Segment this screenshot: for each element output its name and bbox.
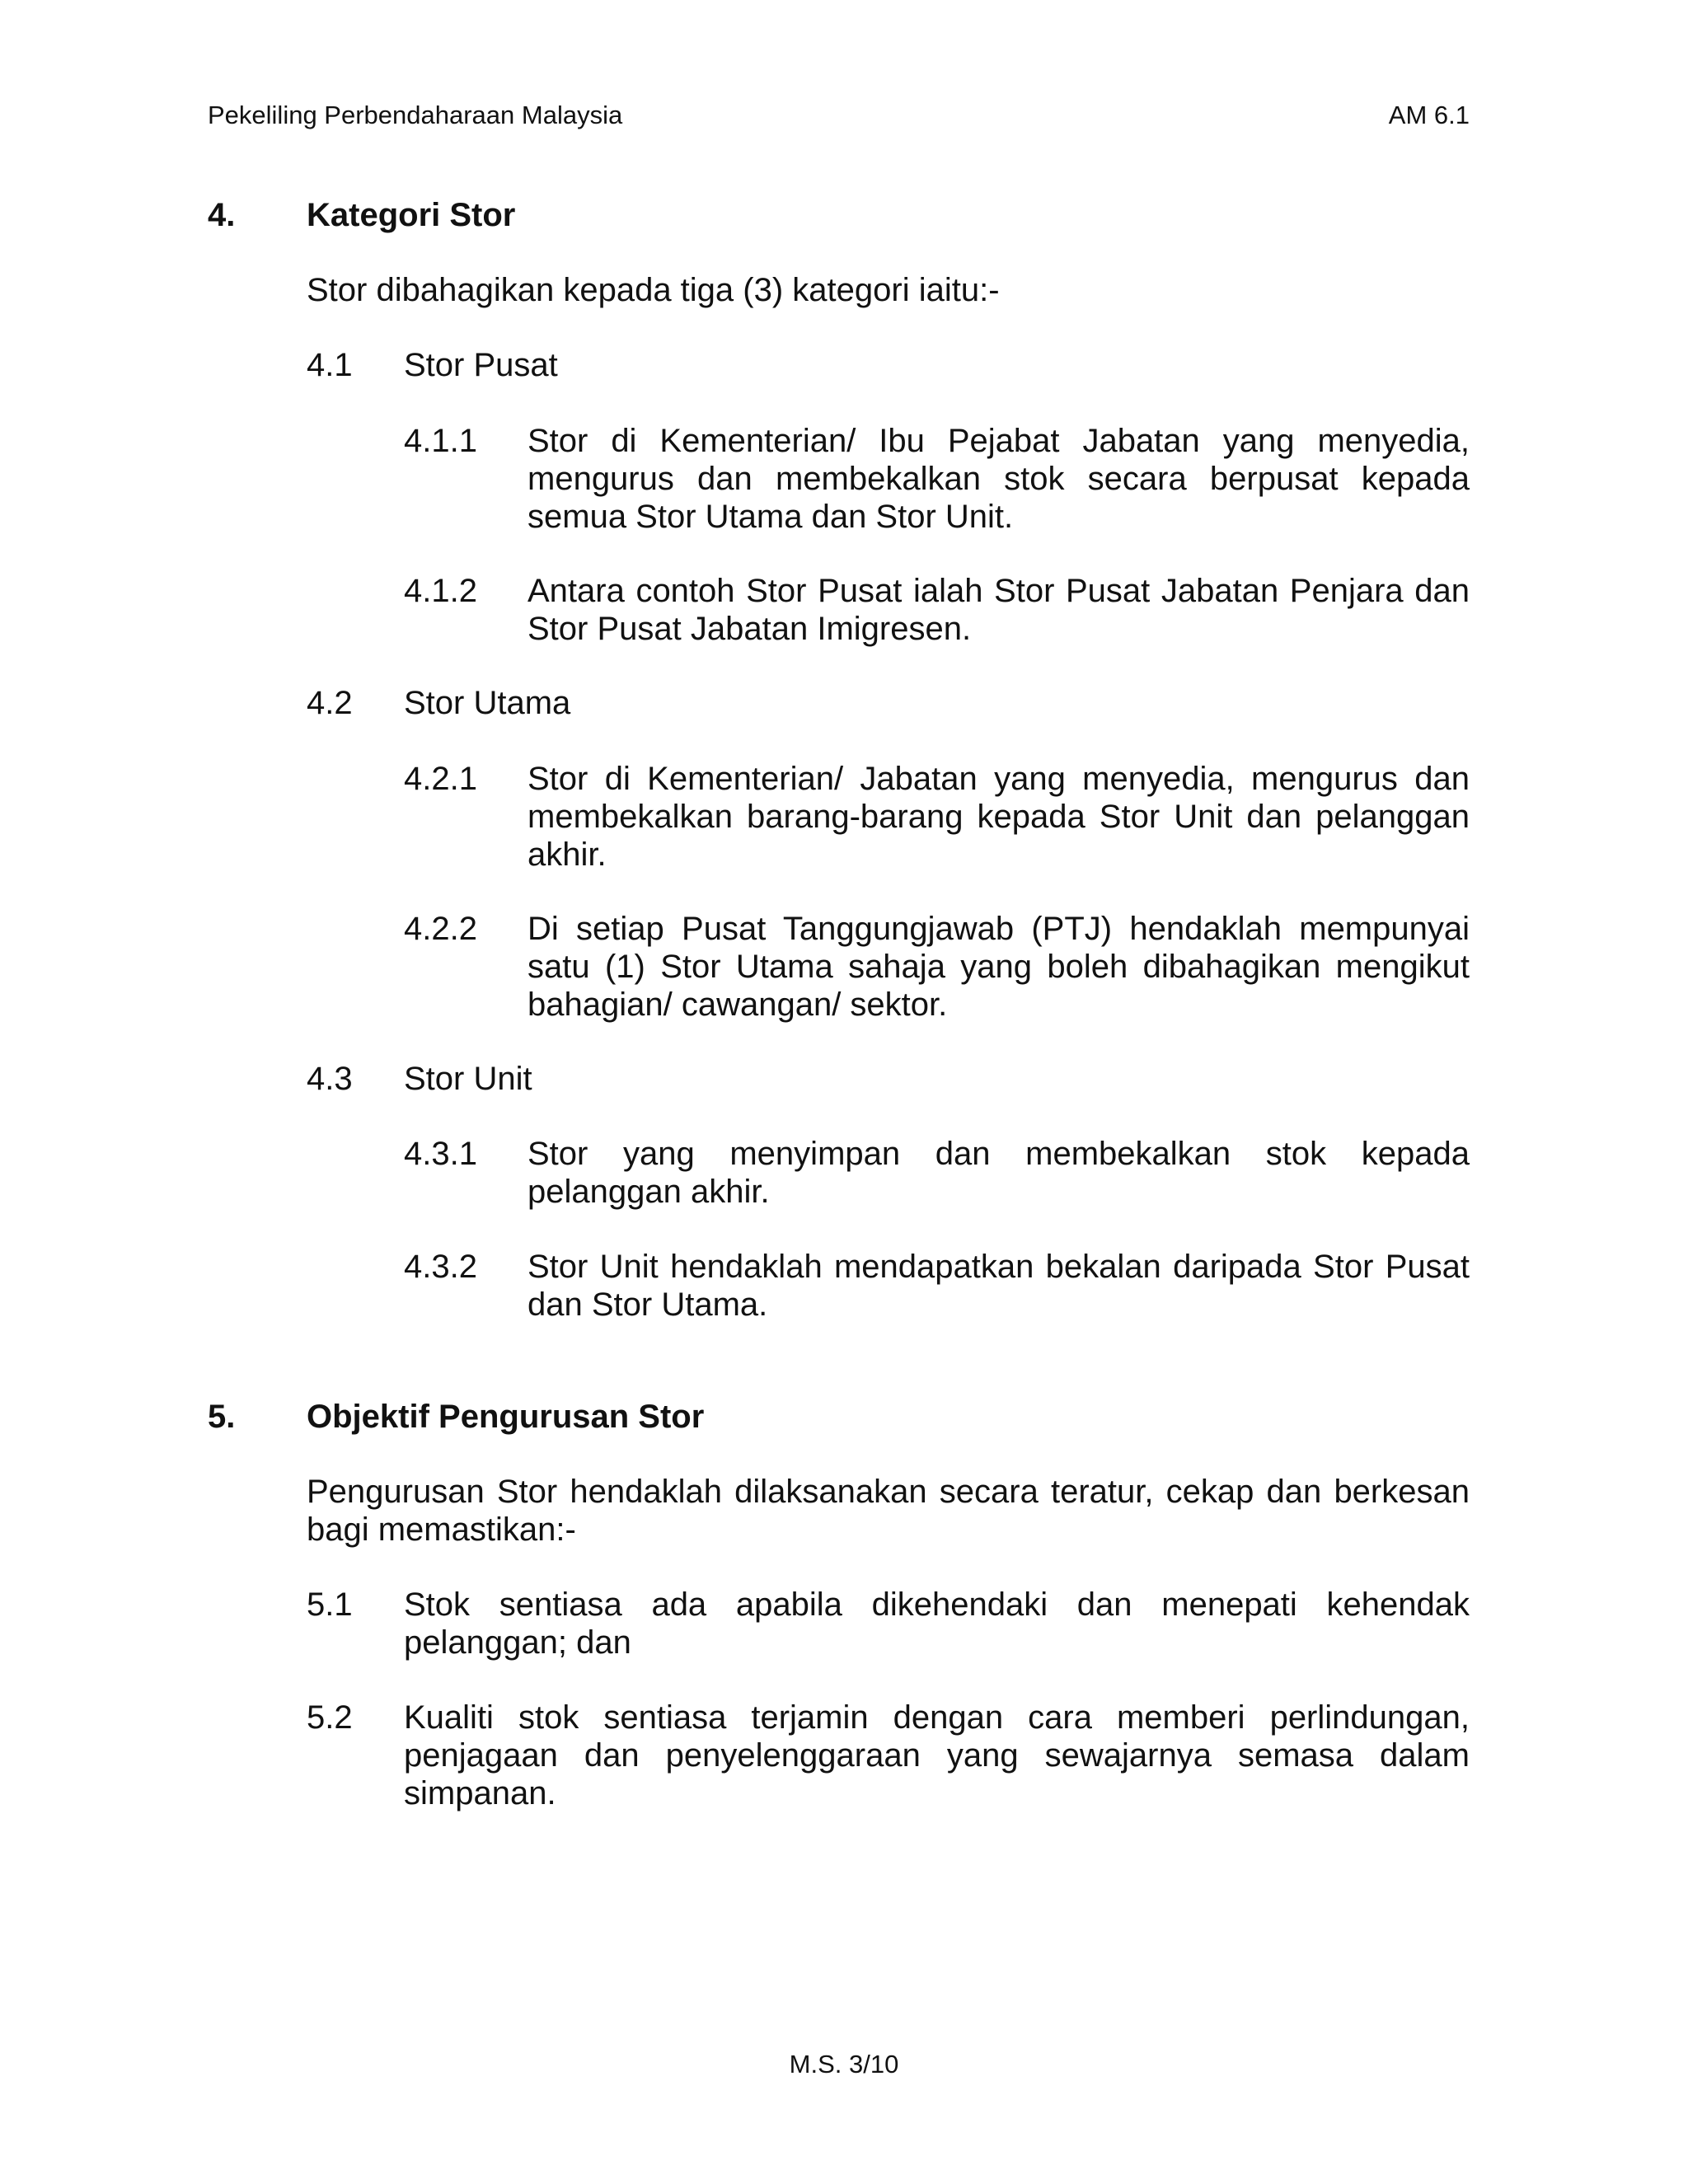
section-4-title: Kategori Stor	[307, 197, 516, 233]
section-4-number: 4.	[208, 197, 236, 233]
item-4-2-1-text: Stor di Kementerian/ Jabatan yang menyedia, mengurus dan membekalkan barang-barang kepada Stor Unit dan pelanggan akhir.	[528, 761, 1470, 873]
section-5-title: Objektif Pengurusan Stor	[307, 1399, 705, 1435]
item-5-1-text: Stok sentiasa ada apabila dikehendaki dan menepati kehendak pelanggan; dan	[404, 1586, 1470, 1661]
subsection-4-1-number: 4.1	[307, 347, 353, 383]
item-4-1-1-number: 4.1.1	[404, 423, 477, 459]
section-5-intro: Pengurusan Stor hendaklah dilaksanakan secara teratur, cekap dan berkesan bagi memastikan:-	[307, 1474, 1470, 1548]
item-5-1-number: 5.1	[307, 1586, 353, 1623]
header-title: Pekeliling Perbendaharaan Malaysia	[208, 101, 623, 129]
item-4-3-2-text: Stor Unit hendaklah mendapatkan bekalan daripada Stor Pusat dan Stor Utama.	[528, 1249, 1470, 1323]
item-4-3-2-number: 4.3.2	[404, 1249, 477, 1285]
item-4-2-2-number: 4.2.2	[404, 911, 477, 947]
item-4-1-1-text: Stor di Kementerian/ Ibu Pejabat Jabatan yang menyedia, mengurus dan membekalkan stok secara berpusat kepada semua Stor Utama dan Stor Unit.	[528, 423, 1470, 535]
subsection-4-1-title: Stor Pusat	[404, 347, 558, 383]
item-4-3-1-text: Stor yang menyimpan dan membekalkan stok kepada pelanggan akhir.	[528, 1136, 1470, 1210]
header-document-code: AM 6.1	[1388, 101, 1470, 129]
item-4-2-2-text: Di setiap Pusat Tanggungjawab (PTJ) hendaklah mempunyai satu (1) Stor Utama sahaja yang boleh dibahagikan mengikut bahagian/ cawangan/ sektor.	[528, 911, 1470, 1023]
subsection-4-3-title: Stor Unit	[404, 1061, 532, 1097]
section-5-number: 5.	[208, 1399, 236, 1435]
item-4-1-2-text: Antara contoh Stor Pusat ialah Stor Pusat Jabatan Penjara dan Stor Pusat Jabatan Imigresen.	[528, 573, 1470, 647]
item-5-2-text: Kualiti stok sentiasa terjamin dengan cara memberi perlindungan, penjagaan dan penyelenggaraan yang sewajarnya semasa dalam simpanan.	[404, 1699, 1470, 1811]
page-number: M.S. 3/10	[789, 2050, 899, 2079]
subsection-4-3-number: 4.3	[307, 1061, 353, 1097]
subsection-4-2-number: 4.2	[307, 685, 353, 721]
item-4-2-1-number: 4.2.1	[404, 761, 477, 797]
subsection-4-2-title: Stor Utama	[404, 685, 571, 721]
section-4-intro: Stor dibahagikan kepada tiga (3) kategori iaitu:-	[307, 272, 1000, 308]
item-4-1-2-number: 4.1.2	[404, 573, 477, 609]
item-5-2-number: 5.2	[307, 1699, 353, 1736]
item-4-3-1-number: 4.3.1	[404, 1136, 477, 1172]
